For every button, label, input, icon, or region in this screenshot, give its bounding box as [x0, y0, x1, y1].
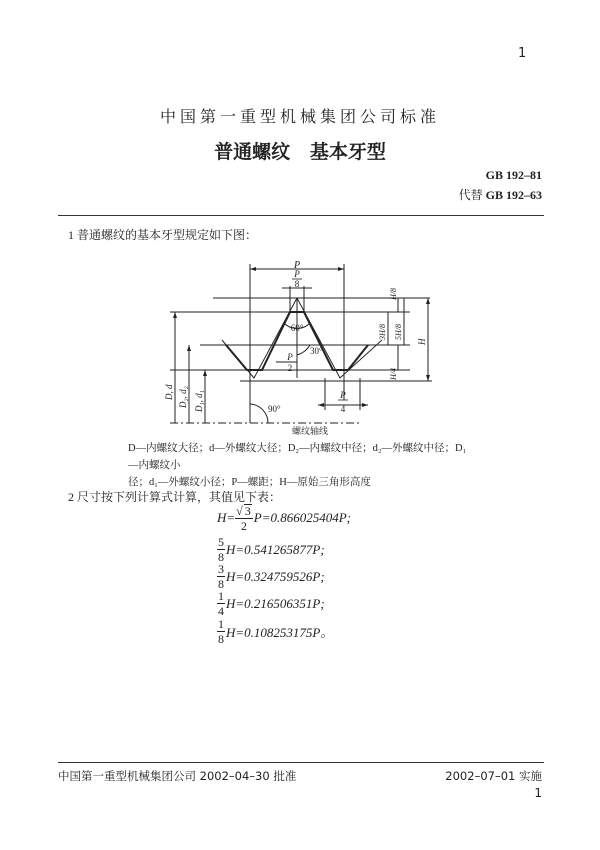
label-P8-den: 8	[294, 279, 300, 289]
label-P2-num: P	[287, 352, 293, 362]
formula-H	[217, 504, 351, 532]
org-standard-heading: 中国第一重型机械集团公司标准	[159, 107, 440, 126]
footer-divider	[58, 762, 544, 763]
label-H8: H/8	[389, 288, 398, 300]
formula-2-num: 5	[218, 535, 224, 549]
implementation-line: 2002–07–01 实施	[445, 769, 542, 783]
replaces-prefix: 代替	[458, 188, 483, 202]
label-P2-den: 2	[287, 363, 293, 373]
diagram-caption	[128, 440, 470, 491]
section-1-heading: 1 普通螺纹的基本牙型规定如下图：	[68, 228, 258, 242]
formula-1-8	[217, 618, 333, 645]
document-title: 普通螺纹 基本牙型	[214, 141, 386, 163]
standard-code: GB 192–81	[485, 168, 542, 182]
formula-3-den: 8	[218, 577, 224, 591]
label-5H8: 5H/8	[394, 324, 403, 340]
label-30-deg: 30°	[310, 346, 323, 356]
header-divider	[58, 215, 544, 216]
formula-1-fraction: $\frac{√ 3}{2}$	[236, 504, 251, 533]
formula-1-den: 2	[240, 519, 247, 533]
label-P: P	[293, 260, 301, 271]
label-P8-num: P	[294, 269, 300, 279]
label-D2-d2: D₂, d₂	[178, 386, 188, 408]
label-P4-den: 4	[340, 404, 346, 414]
formula-3-num: 3	[218, 562, 224, 576]
formula-2-rhs: H=0.541265877P;	[226, 541, 325, 557]
label-thread-axis: 螺纹轴线	[292, 426, 329, 436]
caption-line-1: D—内螺纹大径；d—外螺纹大径；D₂—内螺纹中径；d₂—外螺纹中径；D₁—内螺纹小	[128, 443, 467, 471]
formula-1-4	[217, 590, 325, 617]
formula-5-num: 1	[218, 617, 224, 631]
formula-1-sqrt: 3	[244, 504, 251, 518]
formula-5-rhs: H=0.108253175P。	[226, 625, 334, 640]
formula-5-den: 8	[218, 632, 224, 646]
label-P4-num: P	[340, 390, 346, 400]
formula-1-lhs: H=	[217, 510, 236, 525]
page-number-top: 1	[518, 46, 527, 61]
formula-5-8	[217, 536, 325, 563]
label-D-d: D, d	[164, 384, 174, 400]
caption-line-2: 径；d₁—外螺纹小径；P—螺距；H—原始三角形高度	[128, 477, 371, 488]
label-90-deg: 90°	[268, 404, 281, 414]
label-60-deg: 60°	[290, 323, 304, 333]
replaces-code: GB 192–63	[485, 188, 542, 202]
label-H: H	[417, 338, 427, 345]
formula-4-num: 1	[218, 589, 224, 603]
formula-1-rhs: P=0.866025404P;	[253, 510, 351, 525]
replaces-line	[459, 186, 542, 203]
formula-4-den: 4	[218, 604, 224, 618]
formula-2-den: 8	[218, 550, 224, 564]
formula-3-8	[217, 563, 325, 590]
thread-profile-line	[222, 298, 382, 378]
label-3H8: 3H/8	[378, 324, 387, 340]
page-number-bottom: 1	[534, 786, 542, 800]
label-D1-d1: D₁, d₁	[194, 390, 204, 412]
thread-profile-diagram	[150, 258, 450, 436]
section-2-heading: 2 尺寸按下列计算式计算，其值见下表：	[68, 490, 282, 504]
formula-4-rhs: H=0.216506351P;	[226, 595, 325, 611]
label-H4: H/4	[389, 368, 398, 380]
formula-3-rhs: H=0.324759526P;	[226, 568, 325, 584]
approval-line: 中国第一重型机械集团公司 2002–04–30 批准	[58, 769, 297, 783]
